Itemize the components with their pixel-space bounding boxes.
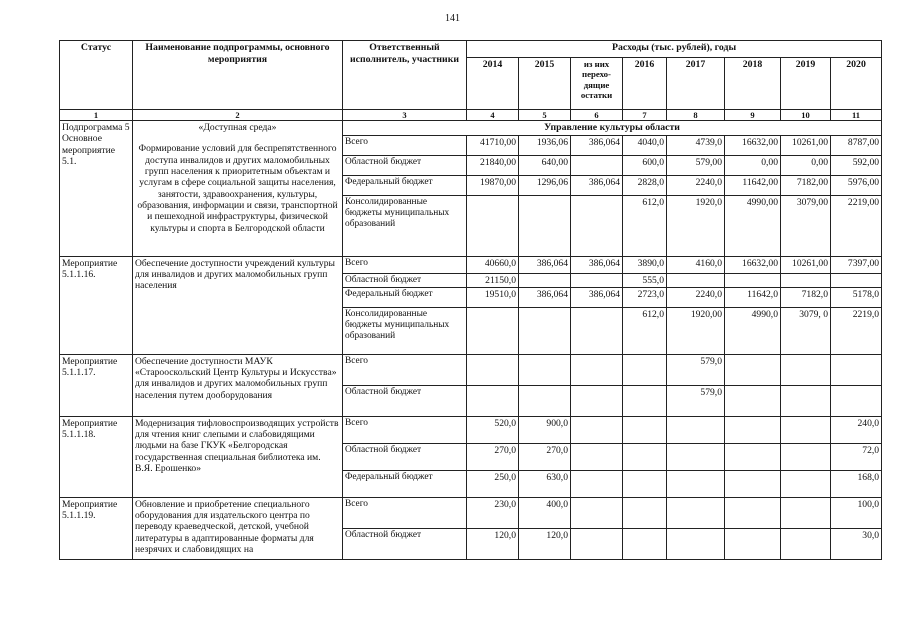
value-cell: 21840,00: [467, 155, 519, 175]
value-cell: [467, 307, 519, 354]
value-cell: 592,00: [831, 155, 882, 175]
value-cell: 100,0: [831, 497, 882, 528]
status-cell: Мероприятие 5.1.1.19.: [60, 497, 133, 559]
col-index: 4: [467, 110, 519, 121]
status-cell: Мероприятие 5.1.1.17.: [60, 354, 133, 416]
value-cell: [667, 416, 725, 443]
value-cell: 1936,06: [519, 135, 571, 155]
value-cell: [781, 443, 831, 470]
value-cell: [571, 443, 623, 470]
value-cell: 386,064: [571, 256, 623, 273]
col-index: 3: [343, 110, 467, 121]
description-cell: Модернизация тифловоспроизводящих устройств для чтения книг слепыми и слабовидящими людьми на базе ГКУК «Белгородская государственная специальная библиотека им. В.Я. Ерошенко»: [133, 416, 343, 497]
value-cell: [781, 354, 831, 385]
value-cell: [623, 385, 667, 416]
value-cell: [725, 416, 781, 443]
description-cell: [133, 121, 343, 257]
value-cell: 10261,00: [781, 256, 831, 273]
status-cell: Мероприятие 5.1.1.16.: [60, 256, 133, 354]
value-cell: 4990,0: [725, 307, 781, 354]
status-label: Основное мероприятие 5.1.: [62, 133, 115, 167]
table-row: [60, 354, 882, 385]
value-cell: [781, 528, 831, 559]
col-index: 7: [623, 110, 667, 121]
value-cell: [725, 354, 781, 385]
description-cell: Обновление и приобретение специального оборудования для издательского центра по переводу краеведческой, детской, учебной литературы в адаптированные форматы для незрячих и слабовидящих на: [133, 497, 343, 559]
value-cell: 386,064: [519, 256, 571, 273]
value-cell: 386,064: [519, 287, 571, 307]
value-cell: [623, 528, 667, 559]
value-cell: 1920,00: [667, 307, 725, 354]
value-cell: 612,0: [623, 195, 667, 256]
header-year: 2014: [467, 58, 519, 110]
value-cell: 2240,0: [667, 175, 725, 195]
col-index: 6: [571, 110, 623, 121]
value-cell: 2219,0: [831, 307, 882, 354]
header-year: 2020: [831, 58, 882, 110]
value-cell: 270,0: [519, 443, 571, 470]
value-cell: [571, 195, 623, 256]
band-label: Управление культуры области: [343, 121, 882, 136]
value-cell: 4739,0: [667, 135, 725, 155]
value-cell: [467, 385, 519, 416]
value-cell: [519, 354, 571, 385]
value-cell: [781, 385, 831, 416]
value-cell: 579,0: [667, 354, 725, 385]
value-cell: [571, 155, 623, 175]
source-cell: Областной бюджет: [343, 385, 467, 416]
value-cell: 555,0: [623, 273, 667, 287]
header-status: Статус: [60, 41, 133, 110]
value-cell: 16632,00: [725, 256, 781, 273]
header-year: 2015: [519, 58, 571, 110]
value-cell: [571, 528, 623, 559]
source-cell: Всего: [343, 135, 467, 155]
header-executor: Ответственный исполнитель, участники: [343, 41, 467, 110]
value-cell: 640,00: [519, 155, 571, 175]
source-cell: Всего: [343, 354, 467, 385]
value-cell: [667, 528, 725, 559]
value-cell: [571, 416, 623, 443]
value-cell: 3890,0: [623, 256, 667, 273]
status-cell: [60, 121, 133, 257]
value-cell: [623, 443, 667, 470]
description-cell: Обеспечение доступности МАУК «Старооскольский Центр Культуры и Искусства» для инвалидов и других маломобильных групп населения путем дооборудования: [133, 354, 343, 416]
value-cell: 1296,06: [519, 175, 571, 195]
source-cell: Всего: [343, 256, 467, 273]
value-cell: [519, 195, 571, 256]
value-cell: [781, 497, 831, 528]
value-cell: 40660,0: [467, 256, 519, 273]
value-cell: 5976,00: [831, 175, 882, 195]
value-cell: 386,064: [571, 135, 623, 155]
header-year: 2018: [725, 58, 781, 110]
value-cell: [725, 385, 781, 416]
col-index: 10: [781, 110, 831, 121]
value-cell: [725, 443, 781, 470]
col-index: 11: [831, 110, 882, 121]
source-cell: Консолидированные бюджеты муниципальных образований: [343, 307, 467, 354]
table-row: [60, 416, 882, 443]
value-cell: [571, 307, 623, 354]
value-cell: 4040,0: [623, 135, 667, 155]
value-cell: 4160,0: [667, 256, 725, 273]
value-cell: [725, 273, 781, 287]
value-cell: [831, 385, 882, 416]
source-cell: Федеральный бюджет: [343, 175, 467, 195]
description-text: Формирование условий для беспрепятственного доступа инвалидов и других маломобильных групп населения к приоритетным объектам и услугам в сфере социальной защиты населения, занятости, здравоохранения, культуры, образования, информации и связи, транспортной и пешеходной инфраструктуры, физической культуры и спорта в Белгородской области: [137, 143, 338, 234]
budget-table: [59, 40, 882, 560]
value-cell: 7397,00: [831, 256, 882, 273]
value-cell: [781, 273, 831, 287]
col-index: 2: [133, 110, 343, 121]
value-cell: 168,0: [831, 470, 882, 497]
page-number: 141: [445, 13, 460, 24]
value-cell: 600,0: [623, 155, 667, 175]
value-cell: 270,0: [467, 443, 519, 470]
col-index: 8: [667, 110, 725, 121]
header-name: Наименование подпрограммы, основного мероприятия: [133, 41, 343, 110]
source-cell: Областной бюджет: [343, 155, 467, 175]
header-year: 2019: [781, 58, 831, 110]
value-cell: [725, 470, 781, 497]
header-expenses: Расходы (тыс. рублей), годы: [467, 41, 882, 58]
value-cell: 8787,00: [831, 135, 882, 155]
value-cell: 1920,0: [667, 195, 725, 256]
header-year: 2017: [667, 58, 725, 110]
value-cell: 2723,0: [623, 287, 667, 307]
value-cell: [667, 497, 725, 528]
value-cell: 11642,0: [725, 287, 781, 307]
source-cell: Консолидированные бюджеты муниципальных образований: [343, 195, 467, 256]
value-cell: 7182,0: [781, 287, 831, 307]
value-cell: [667, 443, 725, 470]
value-cell: [831, 273, 882, 287]
source-cell: Областной бюджет: [343, 528, 467, 559]
col-index: 1: [60, 110, 133, 121]
value-cell: 19870,00: [467, 175, 519, 195]
value-cell: [571, 470, 623, 497]
value-cell: 7182,00: [781, 175, 831, 195]
value-cell: [571, 385, 623, 416]
table-row: [60, 121, 882, 136]
value-cell: [571, 497, 623, 528]
value-cell: 386,064: [571, 287, 623, 307]
value-cell: 520,0: [467, 416, 519, 443]
value-cell: [571, 354, 623, 385]
value-cell: 579,0: [667, 385, 725, 416]
value-cell: [725, 528, 781, 559]
value-cell: 4990,00: [725, 195, 781, 256]
value-cell: 19510,0: [467, 287, 519, 307]
value-cell: 240,0: [831, 416, 882, 443]
source-cell: Областной бюджет: [343, 443, 467, 470]
value-cell: 612,0: [623, 307, 667, 354]
value-cell: [623, 470, 667, 497]
value-cell: 2240,0: [667, 287, 725, 307]
source-cell: Всего: [343, 497, 467, 528]
value-cell: 30,0: [831, 528, 882, 559]
value-cell: [667, 470, 725, 497]
value-cell: [623, 354, 667, 385]
value-cell: [519, 385, 571, 416]
value-cell: 386,064: [571, 175, 623, 195]
source-cell: Всего: [343, 416, 467, 443]
status-label: Подпрограмма 5: [62, 122, 130, 133]
value-cell: 11642,00: [725, 175, 781, 195]
value-cell: 16632,00: [725, 135, 781, 155]
value-cell: [623, 497, 667, 528]
value-cell: 0,00: [781, 155, 831, 175]
value-cell: 21150,0: [467, 273, 519, 287]
value-cell: 630,0: [519, 470, 571, 497]
subprogram-title: «Доступная среда»: [198, 122, 277, 133]
value-cell: 400,0: [519, 497, 571, 528]
source-cell: Областной бюджет: [343, 273, 467, 287]
value-cell: [571, 273, 623, 287]
value-cell: 41710,00: [467, 135, 519, 155]
value-cell: [519, 307, 571, 354]
value-cell: 2828,0: [623, 175, 667, 195]
table-row: [60, 497, 882, 528]
value-cell: 120,0: [467, 528, 519, 559]
column-index-row: [60, 110, 882, 121]
header-year: 2016: [623, 58, 667, 110]
value-cell: [831, 354, 882, 385]
value-cell: [467, 354, 519, 385]
source-cell: Федеральный бюджет: [343, 287, 467, 307]
value-cell: 579,00: [667, 155, 725, 175]
header-row: [60, 41, 882, 58]
value-cell: 3079,00: [781, 195, 831, 256]
value-cell: 230,0: [467, 497, 519, 528]
header-year: из них перехо-дящие остатки: [571, 58, 623, 110]
value-cell: [467, 195, 519, 256]
description-cell: Обеспечение доступности учреждений культуры для инвалидов и других маломобильных групп населения: [133, 256, 343, 354]
value-cell: 3079, 0: [781, 307, 831, 354]
value-cell: 0,00: [725, 155, 781, 175]
value-cell: [781, 470, 831, 497]
value-cell: [781, 416, 831, 443]
value-cell: 250,0: [467, 470, 519, 497]
value-cell: 5178,0: [831, 287, 882, 307]
col-index: 5: [519, 110, 571, 121]
table-row: [60, 256, 882, 273]
value-cell: 2219,00: [831, 195, 882, 256]
value-cell: 10261,00: [781, 135, 831, 155]
value-cell: 72,0: [831, 443, 882, 470]
value-cell: [623, 416, 667, 443]
value-cell: 900,0: [519, 416, 571, 443]
value-cell: [667, 273, 725, 287]
source-cell: Федеральный бюджет: [343, 470, 467, 497]
status-cell: Мероприятие 5.1.1.18.: [60, 416, 133, 497]
col-index: 9: [725, 110, 781, 121]
value-cell: [725, 497, 781, 528]
value-cell: 120,0: [519, 528, 571, 559]
value-cell: [519, 273, 571, 287]
